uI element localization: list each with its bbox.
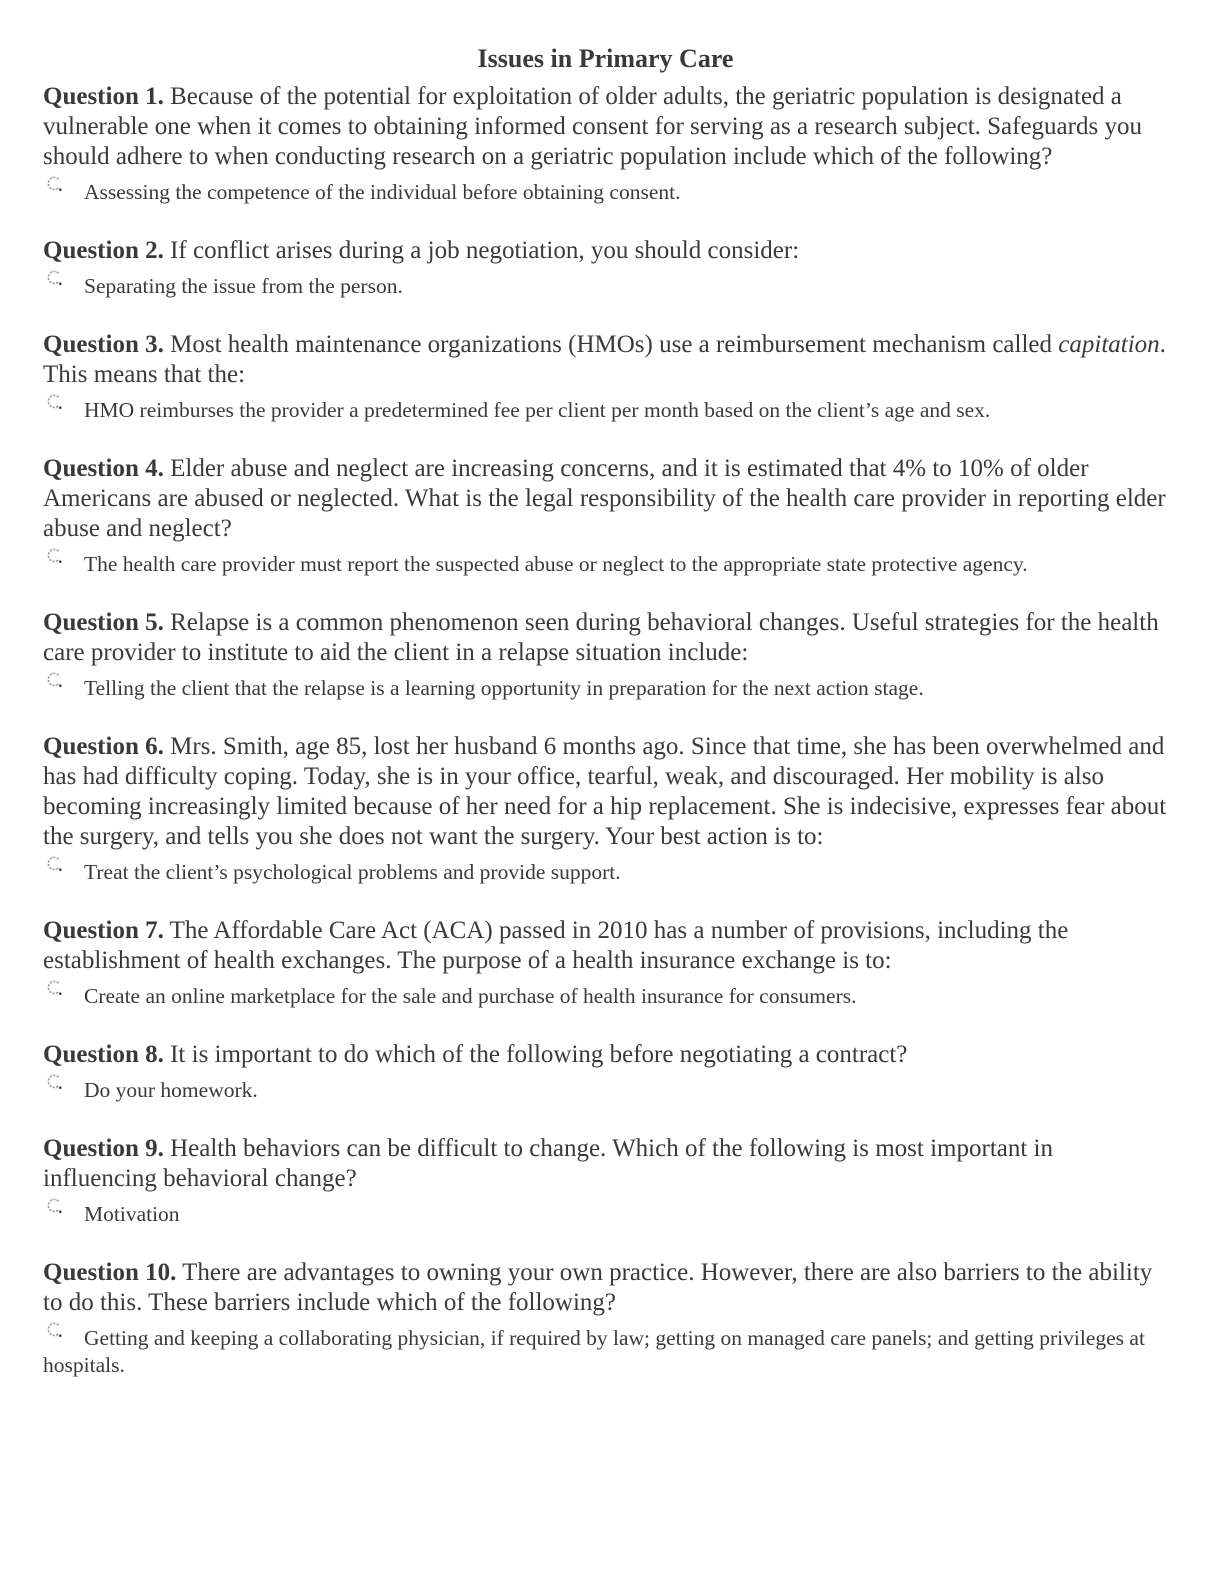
answer-option [43, 546, 1168, 578]
question-3 [43, 330, 1168, 424]
question-text [43, 1258, 1168, 1318]
question-2 [43, 236, 1168, 300]
answer-text: The health care provider must report the suspected abuse or neglect to the appropriate state protective agency. [84, 552, 1028, 576]
question-9 [43, 1134, 1168, 1228]
question-body-end: . This means that the: [43, 331, 1166, 388]
answer-option [43, 978, 1168, 1010]
question-text [43, 236, 1168, 266]
radio-button-icon[interactable] [44, 392, 64, 412]
question-text [43, 732, 1168, 852]
question-label: Question 10. [43, 1259, 177, 1286]
question-text [43, 608, 1168, 668]
question-body: Elder abuse and neglect are increasing concerns, and it is estimated that 4% to 10% of older Americans are abused or neglected. What is the legal responsibility of the health care provider in reporting elder abuse and neglect? [43, 455, 1166, 542]
question-body: The Affordable Care Act (ACA) passed in 2010 has a number of provisions, including the establishment of health exchanges. The purpose of a health insurance exchange is to: [43, 917, 1069, 974]
answer-option [43, 854, 1168, 886]
question-body: Mrs. Smith, age 85, lost her husband 6 months ago. Since that time, she has been overwhelmed and has had difficulty coping. Today, she is in your office, tearful, weak, and discouraged. Her mobility is also becoming increasingly limited because of her need for a hip replacement. She is indecisive, expresses fear about the surgery, and tells you she does not want the surgery. Your best action is to: [43, 733, 1167, 850]
question-1 [43, 82, 1168, 206]
radio-button-icon[interactable] [44, 1196, 64, 1216]
radio-button-icon[interactable] [44, 268, 64, 288]
answer-option [43, 670, 1168, 702]
question-text [43, 330, 1168, 390]
answer-text: Telling the client that the relapse is a learning opportunity in preparation for the next action stage. [84, 676, 924, 700]
question-text [43, 916, 1168, 976]
question-body: There are advantages to owning your own practice. However, there are also barriers to the ability to do this. These barriers include which of the following? [43, 1259, 1153, 1316]
question-label: Question 3. [43, 331, 164, 358]
question-text [43, 82, 1168, 172]
answer-option [43, 268, 1168, 300]
question-label: Question 7. [43, 917, 164, 944]
answer-option [43, 392, 1168, 424]
question-body: It is important to do which of the following before negotiating a contract? [163, 1041, 908, 1068]
question-10 [43, 1258, 1168, 1379]
answer-text: Separating the issue from the person. [84, 274, 403, 298]
answer-text: Getting and keeping a collaborating physician, if required by law; getting on managed care panels; and getting privileges at hospitals. [43, 1326, 1145, 1377]
question-6 [43, 732, 1168, 886]
radio-button-icon[interactable] [44, 978, 64, 998]
radio-button-icon[interactable] [44, 1320, 64, 1340]
question-label: Question 2. [43, 237, 164, 264]
answer-text: Treat the client’s psychological problems and provide support. [84, 860, 621, 884]
question-label: Question 8. [43, 1041, 164, 1068]
question-label: Question 1. [43, 83, 164, 110]
question-7 [43, 916, 1168, 1010]
radio-button-icon[interactable] [44, 174, 64, 194]
question-body: Health behaviors can be difficult to change. Which of the following is most important in influencing behavioral change? [43, 1135, 1054, 1192]
answer-text: Motivation [84, 1202, 180, 1226]
radio-button-icon[interactable] [44, 670, 64, 690]
question-label: Question 9. [43, 1135, 164, 1162]
question-label: Question 4. [43, 455, 164, 482]
question-text [43, 454, 1168, 544]
document-page [43, 40, 1168, 1409]
radio-button-icon[interactable] [44, 546, 64, 566]
radio-button-icon[interactable] [44, 1072, 64, 1092]
question-term: capitation [1058, 331, 1160, 358]
question-label: Question 5. [43, 609, 164, 636]
question-body: Relapse is a common phenomenon seen during behavioral changes. Useful strategies for the health care provider to institute to aid the client in a relapse situation include: [43, 609, 1159, 666]
question-5 [43, 608, 1168, 702]
answer-option [43, 1320, 1168, 1379]
question-text [43, 1134, 1168, 1194]
question-label: Question 6. [43, 733, 164, 760]
answer-option [43, 174, 1168, 206]
question-4 [43, 454, 1168, 578]
document-title: Issues in Primary Care [477, 44, 734, 73]
answer-text: HMO reimburses the provider a predetermined fee per client per month based on the client’s age and sex. [84, 398, 991, 422]
question-8 [43, 1040, 1168, 1104]
answer-text: Do your homework. [84, 1078, 258, 1102]
question-body: Most health maintenance organizations (HMOs) use a reimbursement mechanism called [163, 331, 1059, 358]
answer-text: Assessing the competence of the individual before obtaining consent. [84, 180, 681, 204]
answer-option [43, 1196, 1168, 1228]
question-text [43, 1040, 1168, 1070]
question-body: Because of the potential for exploitation of older adults, the geriatric population is designated a vulnerable one when it comes to obtaining informed consent for serving as a research subject. Safeguards you should adhere to when conducting research on a geriatric population include which of the following? [43, 83, 1142, 170]
question-body: If conflict arises during a job negotiation, you should consider: [163, 237, 800, 264]
answer-text: Create an online marketplace for the sale and purchase of health insurance for consumers. [84, 984, 857, 1008]
answer-option [43, 1072, 1168, 1104]
radio-button-icon[interactable] [44, 854, 64, 874]
